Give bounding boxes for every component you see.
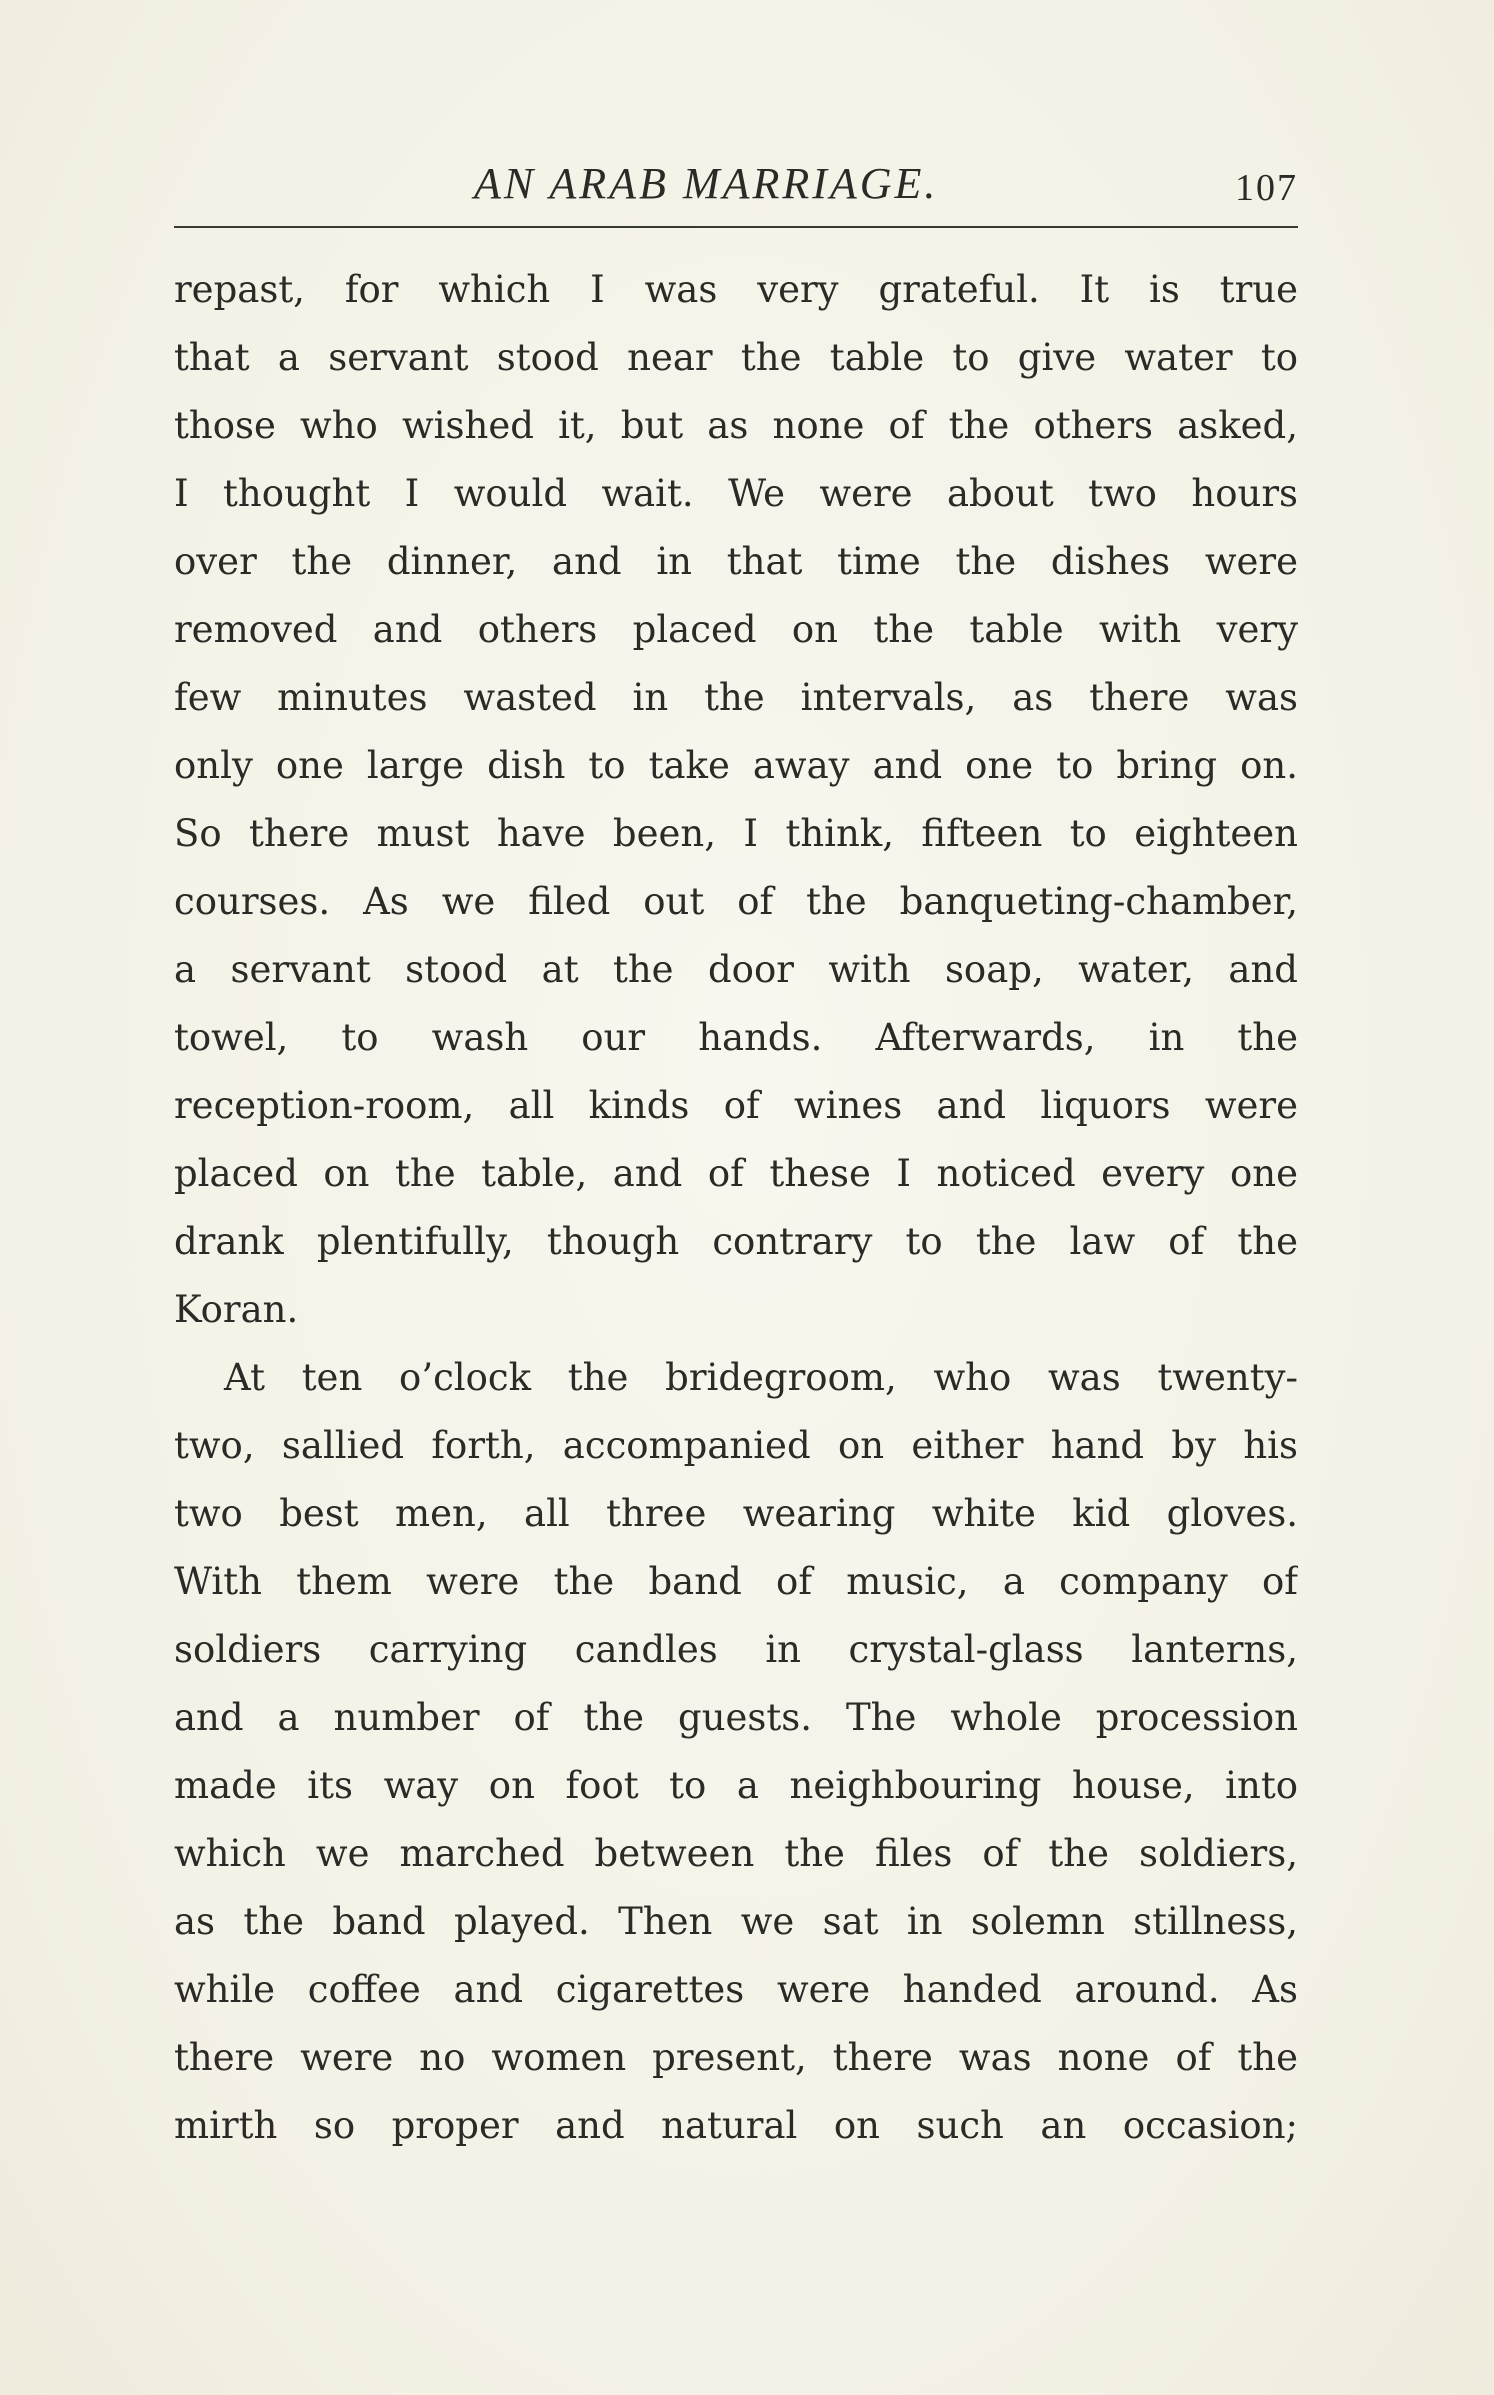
running-title: AN ARAB MARRIAGE. (474, 159, 939, 208)
text-line: two best men, all three wearing white kid gloves. (174, 1492, 1298, 1535)
text-line: made its way on foot to a neighbouring house, into (174, 1764, 1298, 1807)
text-line: towel, to wash our hands. Afterwards, in the (174, 1016, 1298, 1059)
text-line: courses. As we filed out of the banqueting-chamber, (174, 880, 1298, 923)
text-line: placed on the table, and of these I noticed every one (174, 1152, 1298, 1195)
text-line: soldiers carrying candles in crystal-glass lanterns, (174, 1628, 1298, 1671)
text-line: a servant stood at the door with soap, water, and (174, 948, 1298, 991)
text-line: over the dinner, and in that time the dishes were (174, 540, 1298, 583)
text-line: drank plentifully, though contrary to the law of the (174, 1220, 1298, 1263)
text-line: repast, for which I was very grateful. It is true (174, 268, 1298, 311)
text-line: reception-room, all kinds of wines and liquors were (174, 1084, 1298, 1127)
body-text (174, 256, 1298, 2160)
text-line: only one large dish to take away and one to bring on. (174, 744, 1298, 787)
text-line: So there must have been, I think, fifteen to eighteen (174, 812, 1298, 855)
text-line: With them were the band of music, a company of (174, 1560, 1298, 1603)
text-line: those who wished it, but as none of the others asked, (174, 404, 1298, 447)
text-line: removed and others placed on the table with very (174, 608, 1298, 651)
page-number: 107 (1235, 167, 1298, 209)
text-line: few minutes wasted in the intervals, as there was (174, 676, 1298, 719)
text-line: mirth so proper and natural on such an occasion; (174, 2104, 1298, 2147)
text-line: as the band played. Then we sat in solemn stillness, (174, 1900, 1298, 1943)
text-line: that a servant stood near the table to give water to (174, 336, 1298, 379)
text-line: there were no women present, there was none of the (174, 2036, 1298, 2079)
header-rule (174, 226, 1298, 228)
paragraph-end-line: Koran. (174, 1288, 299, 1331)
text-line: which we marched between the files of the soldiers, (174, 1832, 1298, 1875)
paragraph-start-line: At ten o’clock the bridegroom, who was twenty- (224, 1356, 1298, 1399)
text-line: I thought I would wait. We were about two hours (174, 472, 1298, 515)
text-line: while coffee and cigarettes were handed around. As (174, 1968, 1298, 2011)
text-line: and a number of the guests. The whole procession (174, 1696, 1298, 1739)
running-head (174, 158, 1298, 214)
text-line: two, sallied forth, accompanied on either hand by his (174, 1424, 1298, 1467)
